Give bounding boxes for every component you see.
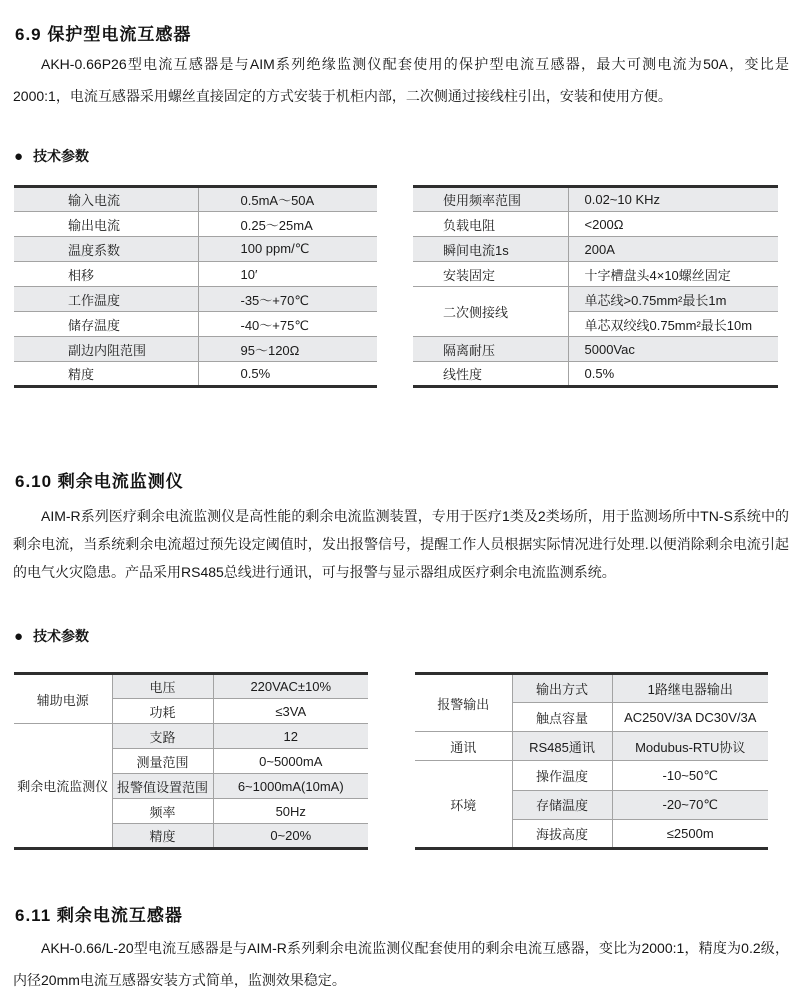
section-6-11-heading: 6.11 剩余电流互感器 (15, 906, 183, 925)
table-row (14, 337, 377, 362)
param-value-cell: 0.5% (584, 366, 615, 381)
param-value-cell: AC250V/3A DC30V/3A (612, 703, 768, 732)
table-monitor-right (415, 672, 768, 850)
section-6-9-heading: 6.9 保护型电流互感器 (15, 25, 192, 44)
tech-params-header-1 (14, 146, 89, 166)
param-label-cell: 支路 (112, 724, 213, 749)
table-row (413, 362, 778, 387)
tech-params-label: 技术参数 (33, 628, 90, 644)
table-row (415, 761, 768, 790)
table-row (413, 337, 778, 362)
param-value-cell: 95～120Ω (198, 337, 377, 362)
param-label-cell: 温度系数 (14, 237, 198, 262)
param-label-cell: 负载电阻 (413, 212, 568, 237)
param-label-cell: 输出电流 (14, 212, 198, 237)
param-label-cell: 精度 (112, 824, 213, 849)
param-value-cell: Modubus-RTU协议 (612, 732, 768, 761)
bullet-icon: ● (14, 627, 24, 645)
param-label-cell: 输入电流 (14, 187, 198, 212)
bullet-icon: ● (14, 147, 24, 165)
section-6-11-paragraph: AKH-0.66/L-20型电流互感器是与AIM-R系列剩余电流监测仪配套使用的剩余电流互感器，变比为2000:1，精度为0.2级，内径20mm电流互感器安装方式简单，监测效果稳定。 (13, 940, 789, 988)
section-6-10-paragraph: AIM-R系列医疗剩余电流监测仪是高性能的剩余电流监测装置，专用于医疗1类及2类场所，用于监测场所中TN-S系统中的剩余电流，当系统剩余电流超过预先设定阈值时，发出报警信号，提醒工作人员根据实际情况进行处理.以便消除剩余电流引起的电气火灾隐患。产品采用RS485总线进行通讯，可与报警与显示器组成医疗剩余电流监测系统。 (13, 508, 789, 580)
table-row (413, 262, 778, 287)
param-value-cell: 0.5mA～50A (198, 187, 377, 212)
param-label-cell: 线性度 (413, 362, 568, 387)
tech-params-label: 技术参数 (33, 148, 90, 164)
table-row (14, 724, 368, 749)
table-row (14, 262, 377, 287)
param-label-cell: 测量范围 (112, 749, 213, 774)
table-row (415, 732, 768, 761)
group-label-cell: 通讯 (415, 732, 512, 761)
param-label-cell: 功耗 (112, 699, 213, 724)
table-row (14, 287, 377, 312)
param-value-cell: -20~70℃ (612, 790, 768, 819)
param-label-cell: 安装固定 (413, 262, 568, 287)
param-label-cell: 操作温度 (512, 761, 612, 790)
param-label-cell: 精度 (14, 362, 198, 387)
param-value-cell: 单芯双绞线0.75mm²最长10m (568, 312, 778, 337)
table-row (415, 674, 768, 703)
table-row (413, 212, 778, 237)
table-row (413, 237, 778, 262)
section-6-10-heading: 6.10 剩余电流监测仪 (15, 472, 184, 491)
param-value-cell: 100 ppm/℃ (198, 237, 377, 262)
param-value-cell: 200A (568, 237, 778, 262)
param-label-cell: 触点容量 (512, 703, 612, 732)
section-6-9-paragraph: AKH-0.66P26型电流互感器是与AIM系列绝缘监测仪配套使用的保护型电流互感器，最大可测电流为50A，变比是2000:1，电流互感器采用螺丝直接固定的方式安装于机柜内部，二次侧通过接线柱引出，安装和使用方便。 (13, 56, 789, 104)
param-label-cell: 使用频率范围 (413, 187, 568, 212)
param-value-cell: 10′ (198, 262, 377, 287)
param-value-cell: 0~5000mA (213, 749, 368, 774)
param-label-cell: 副边内阻范围 (14, 337, 198, 362)
param-label-cell-merged: 二次侧接线 (413, 287, 568, 337)
param-label-cell: 电压 (112, 674, 213, 699)
group-label-cell: 环境 (415, 761, 512, 849)
param-value-cell: ≤2500m (666, 825, 714, 841)
table-current-transformer-left (14, 185, 377, 388)
param-label-cell: 隔离耐压 (413, 337, 568, 362)
section-6-9-tables (14, 185, 778, 388)
param-value-cell: 6~1000mA(10mA) (213, 774, 368, 799)
param-label-cell: 储存温度 (14, 312, 198, 337)
group-label-cell: 辅助电源 (14, 674, 112, 724)
table-monitor-left (14, 672, 368, 850)
param-value-cell: 5000Vac (568, 337, 778, 362)
table-row (14, 187, 377, 212)
tech-params-header-2 (14, 626, 89, 646)
param-value-cell: 单芯线>0.75mm²最长1m (568, 287, 778, 312)
table-row (413, 287, 778, 312)
param-label-cell: 相移 (14, 262, 198, 287)
param-value-cell: 0~20% (213, 824, 368, 849)
table-row (14, 674, 368, 699)
table-row (14, 212, 377, 237)
param-label-cell: 报警值设置范围 (112, 774, 213, 799)
param-value-cell: -40～+75℃ (198, 312, 377, 337)
param-value-cell: 12 (213, 724, 368, 749)
param-label-cell: 输出方式 (512, 674, 612, 703)
param-value-cell: 0.25～25mA (198, 212, 377, 237)
param-label-cell: 瞬间电流1s (413, 237, 568, 262)
group-label-cell: 剩余电流监测仪 (14, 724, 112, 849)
param-value-cell: <200Ω (568, 212, 778, 237)
table-row (14, 362, 377, 387)
table-row (413, 187, 778, 212)
param-value-cell: ≤3VA (213, 699, 368, 724)
table-row (14, 237, 377, 262)
param-value-cell: 220VAC±10% (213, 674, 368, 699)
param-value-cell: -10~50℃ (612, 761, 768, 790)
param-value-cell: 1路继电器输出 (612, 674, 768, 703)
param-label-cell: 存储温度 (512, 790, 612, 819)
param-value-cell: 十字槽盘头4×10螺丝固定 (568, 262, 778, 287)
section-6-10-tables (14, 672, 768, 850)
table-row (14, 312, 377, 337)
param-label-cell: 频率 (112, 799, 213, 824)
param-label-cell: 工作温度 (14, 287, 198, 312)
param-value-cell: -35～+70℃ (198, 287, 377, 312)
param-value-cell: 50Hz (213, 799, 368, 824)
param-value-cell: 0.5% (240, 366, 271, 381)
param-label-cell: 海拔高度 (512, 819, 612, 848)
param-label-cell: RS485通讯 (512, 732, 612, 761)
param-value-cell: 0.02~10 KHz (568, 187, 778, 212)
group-label-cell: 报警输出 (415, 674, 512, 732)
table-current-transformer-right (413, 185, 778, 388)
